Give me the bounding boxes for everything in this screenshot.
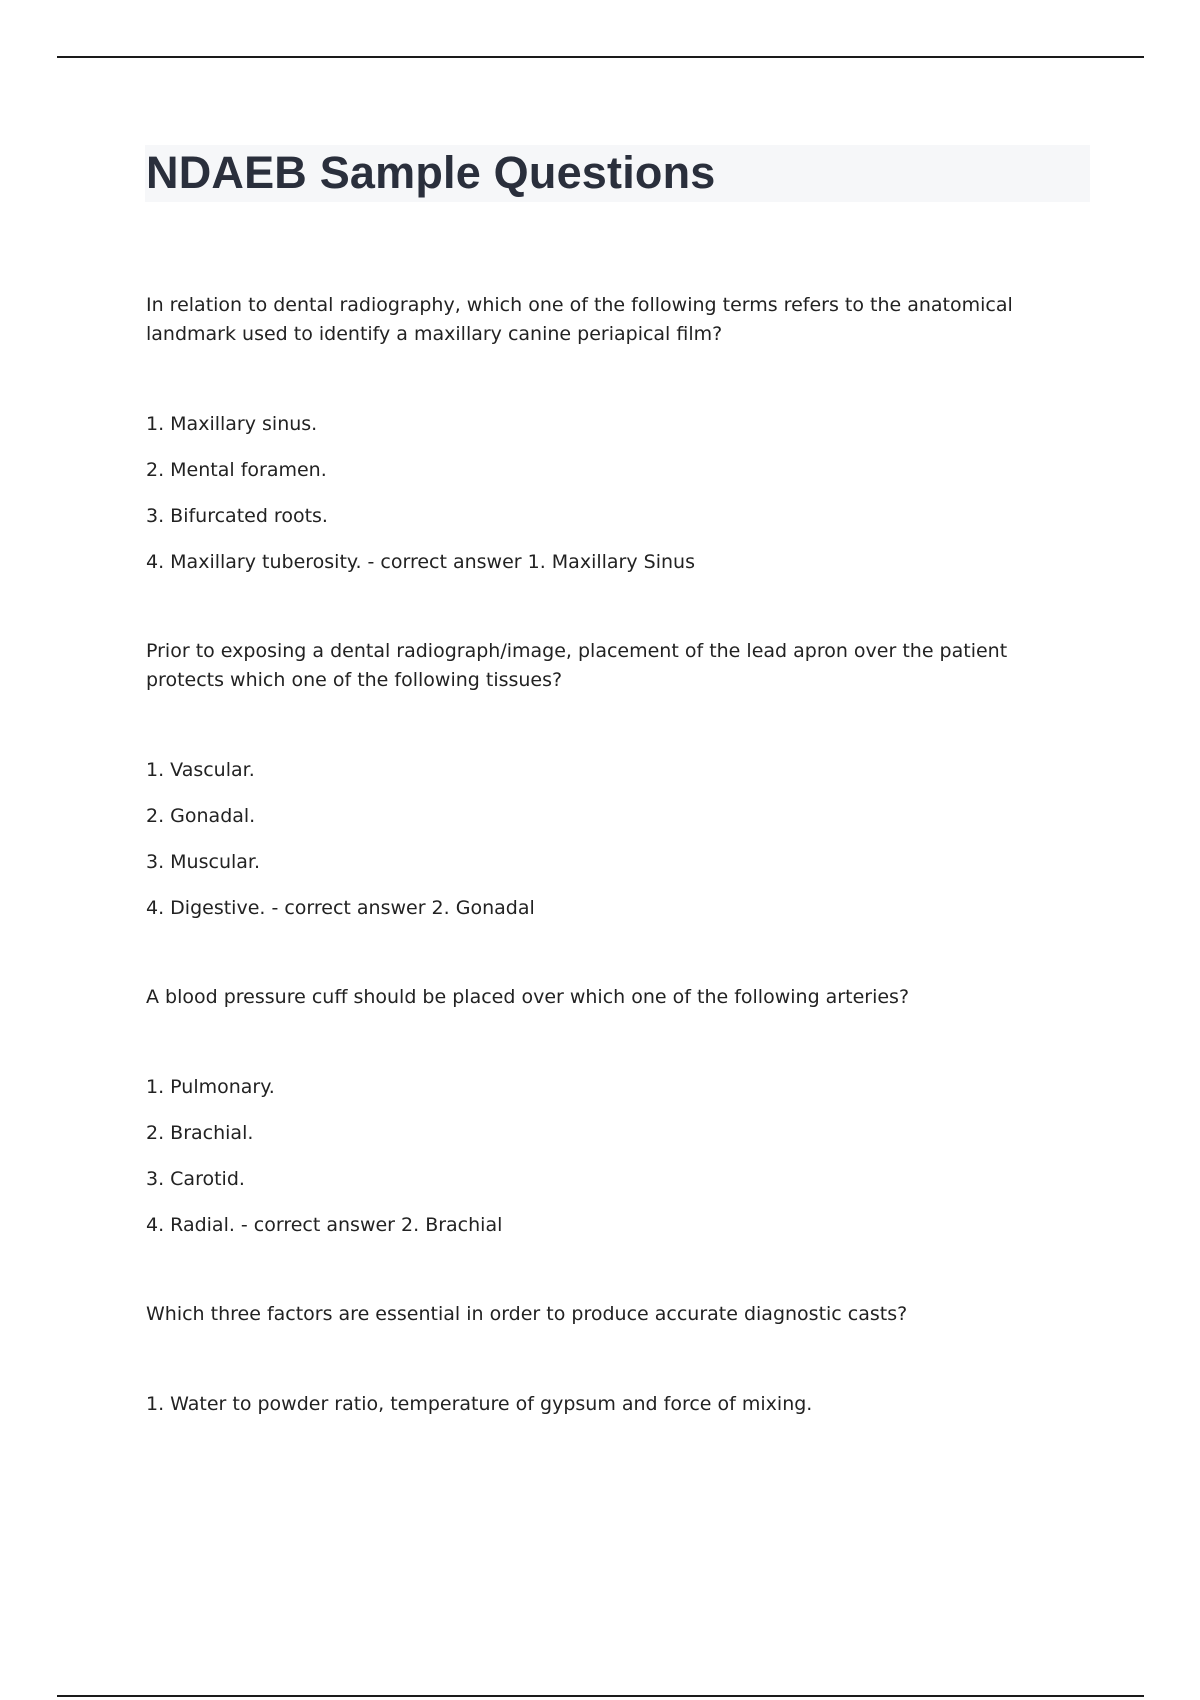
question-block (146, 983, 1076, 1240)
correct-answer: correct answer 1. Maxillary Sinus (380, 551, 695, 573)
option-item (146, 410, 1076, 439)
option-text: 4. Radial. - (146, 1214, 248, 1236)
correct-answer: correct answer 2. Brachial (253, 1214, 503, 1236)
question-text: A blood pressure cuff should be placed over which one of the following arteries? (146, 986, 910, 1008)
question-text: Which three factors are essential in order to produce accurate diagnostic casts? (146, 1303, 908, 1325)
question-text: Prior to exposing a dental radiograph/image, placement of the lead apron over the patient protects which one of the following tissues? (146, 640, 1008, 691)
answer-options (146, 756, 1076, 923)
option-item (146, 502, 1076, 531)
option-text: 1. Maxillary sinus. (146, 413, 318, 435)
correct-answer: correct answer 2. Gonadal (284, 897, 535, 919)
option-text: 1. Water to powder ratio, temperature of gypsum and force of mixing. (146, 1393, 813, 1415)
question-block (146, 1300, 1076, 1419)
page-title: NDAEB Sample Questions (146, 147, 716, 198)
answer-options (146, 410, 1076, 577)
option-item (146, 1211, 1076, 1240)
answer-options (146, 1073, 1076, 1240)
option-item (146, 756, 1076, 785)
option-item (146, 848, 1076, 877)
option-text: 1. Vascular. (146, 759, 255, 781)
option-text: 1. Pulmonary. (146, 1076, 275, 1098)
option-item (146, 1119, 1076, 1148)
option-item (146, 548, 1076, 577)
option-text: 2. Gonadal. (146, 805, 256, 827)
option-text: 2. Mental foramen. (146, 459, 327, 481)
option-item (146, 1165, 1076, 1194)
option-text: 3. Muscular. (146, 851, 261, 873)
option-text: 3. Carotid. (146, 1168, 245, 1190)
question-text: In relation to dental radiography, which one of the following terms refers to the anatomical landmark used to identify a maxillary canine periapical film? (146, 294, 1013, 345)
option-text: 2. Brachial. (146, 1122, 254, 1144)
option-item (146, 1073, 1076, 1102)
header-rule (57, 56, 1144, 58)
option-item (146, 894, 1076, 923)
option-text: 3. Bifurcated roots. (146, 505, 328, 527)
footer-rule (57, 1695, 1144, 1697)
question-list (146, 291, 1076, 1479)
answer-options (146, 1390, 1076, 1419)
option-item (146, 456, 1076, 485)
option-text: 4. Digestive. - (146, 897, 279, 919)
option-item (146, 1390, 1076, 1419)
question-block (146, 291, 1076, 577)
question-block (146, 637, 1076, 923)
option-text: 4. Maxillary tuberosity. - (146, 551, 375, 573)
option-item (146, 802, 1076, 831)
